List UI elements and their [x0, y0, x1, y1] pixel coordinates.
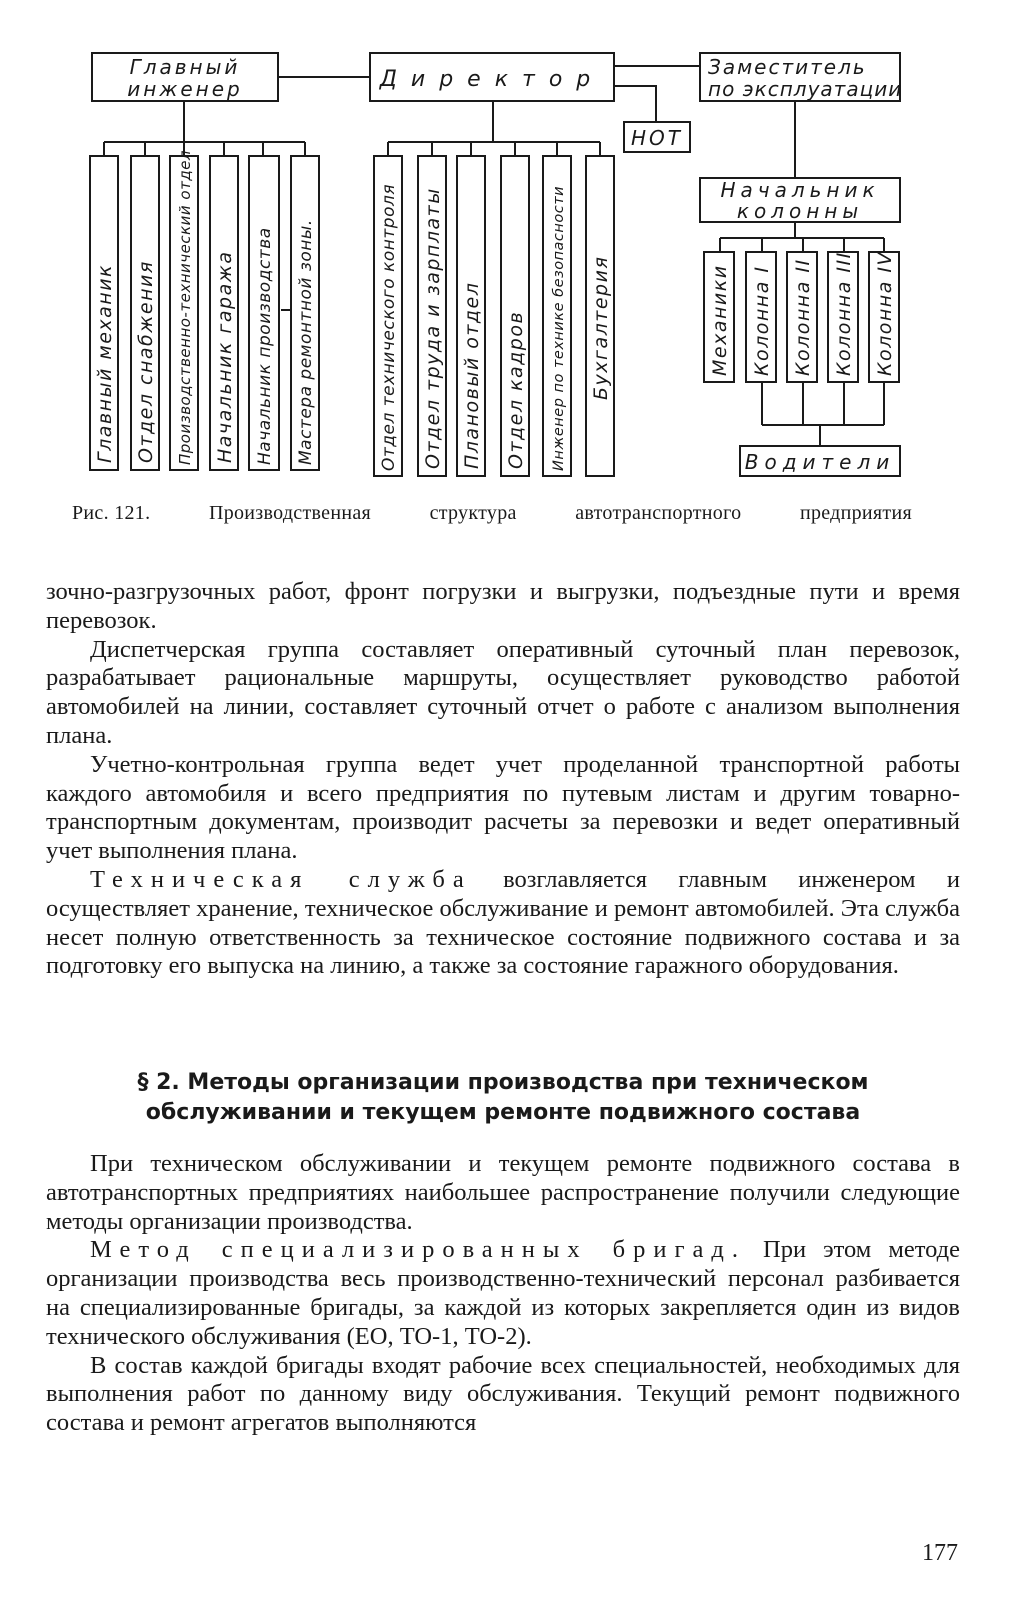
- column-head-box: [700, 178, 900, 223]
- director-label: Директор: [379, 67, 605, 92]
- svg-text:Отдел труда и зарплаты: Отдел труда и зарплаты: [422, 187, 444, 469]
- org-structure-diagram: [0, 0, 1012, 500]
- unit-technical-control: [374, 156, 402, 476]
- svg-text:Инженер по технике безопасност: Инженер по технике безопасности: [551, 185, 567, 471]
- body-text-1: [46, 578, 960, 981]
- unit-safety-engineer: [543, 156, 571, 476]
- unit-column-4: [869, 250, 899, 382]
- chief-engineer-line2: инженер: [127, 77, 243, 101]
- unit-hr-dept: [501, 156, 529, 476]
- paragraph-dispatch: Диспетчерская группа составляет оперативный суточный план перевозок, разрабатывает рациональные маршруты, осуществляет руководство работой автомобилей на линии, составляет суточный отчет о работе с анализом выполнения плана.: [46, 635, 960, 749]
- paragraph-continuation: зочно-разгрузочных работ, фронт погрузки и выгрузки, подъездные пути и время перевозок.: [46, 578, 960, 634]
- caption-fig: Рис. 121.: [72, 502, 151, 524]
- not-box: [624, 122, 690, 152]
- svg-text:Колонна III: Колонна III: [833, 251, 855, 376]
- deputy-line2: по эксплуатации: [708, 77, 903, 101]
- not-label: НОТ: [631, 126, 683, 150]
- spaced-term-specialized-brigades: Метод специализированных бригад.: [90, 1236, 746, 1264]
- caption-word-1: Производственная: [208, 502, 372, 524]
- deputy-box: [700, 53, 902, 101]
- paragraph-accounting-control: Учетно-контрольная группа ведет учет проделанной транспортной работы каждого автомобиля и всего предприятия по путевым листам и другим товарно-транспортным документам, производит расчеты за перевозки и ведет оперативный учет выполнения плана.: [46, 750, 960, 865]
- unit-repair-zone-masters: [291, 156, 319, 470]
- chief-engineer-box: [92, 53, 278, 101]
- column-head-line1: Начальник: [720, 178, 880, 202]
- paragraph-technical-service: Техническая служба возглавляется главным инженером и осуществляет хранение, техническое обслуживание и ремонт автомобилей. Эта служба несет полную ответственность за техническое состояние подвижного состава и за подготовку его выпуска на линию, а также за состояние гаражного оборудования.: [46, 865, 960, 980]
- director-units: [374, 156, 614, 476]
- unit-supply-dept: [131, 156, 159, 470]
- spaced-term-technical-service: Техническая служба: [90, 865, 472, 893]
- drivers-box: [740, 446, 900, 476]
- unit-accounting: [586, 156, 614, 476]
- paragraph-specialized-brigades: Метод специализированных бригад. При этом методе организации производства весь производственно-технический персонал разбивается на специализированные бригады, за каждой из которых закрепляется один из видов технического обслуживания (ЕО, ТО-1, ТО-2).: [46, 1236, 960, 1350]
- unit-planning-dept: [457, 156, 485, 476]
- section-heading-line1: § 2. Методы организации производства при техническом: [137, 1070, 869, 1095]
- director-box: [370, 53, 614, 101]
- unit-chief-mechanic: [90, 156, 118, 470]
- svg-text:Начальник гаража: Начальник гаража: [214, 250, 236, 463]
- unit-production-tech-dept: [170, 150, 198, 470]
- unit-mechanics: [704, 252, 734, 382]
- figure-caption: [72, 502, 912, 525]
- section-heading: [46, 1068, 960, 1128]
- caption-word-3: автотранспортного: [575, 502, 742, 524]
- paragraph-methods-intro: При техническом обслуживании и текущем ремонте подвижного состава в автотранспортных предприятиях наибольшее распространение получили следующие методы организации производства.: [46, 1150, 960, 1235]
- unit-labor-wages: [418, 156, 446, 476]
- caption-word-4: предприятия: [799, 502, 912, 524]
- svg-text:Начальник производства: Начальник производства: [255, 227, 275, 465]
- unit-column-3: [828, 251, 858, 382]
- body-text-2: [46, 1150, 960, 1438]
- svg-text:Механики: Механики: [709, 264, 731, 376]
- svg-text:Колонна II: Колонна II: [792, 258, 814, 376]
- svg-text:Главный механик: Главный механик: [94, 263, 116, 463]
- svg-text:Мастера ремонтной зоны.: Мастера ремонтной зоны.: [296, 219, 316, 465]
- column-units: [704, 250, 899, 382]
- caption-word-2: структура: [429, 502, 517, 524]
- svg-text:Отдел технического контроля: Отдел технического контроля: [379, 183, 399, 471]
- deputy-line1: Заместитель: [708, 55, 867, 79]
- drivers-label: Водители: [744, 450, 896, 474]
- svg-text:Отдел снабжения: Отдел снабжения: [135, 260, 157, 463]
- svg-text:Колонна IV: Колонна IV: [874, 250, 896, 376]
- chief-engineer-line1: Главный: [129, 55, 241, 79]
- unit-production-head: [249, 156, 279, 470]
- section-heading-line2: обслуживании и текущем ремонте подвижного состава: [145, 1100, 861, 1125]
- unit-column-1: [746, 252, 776, 382]
- svg-text:Колонна I: Колонна I: [751, 265, 773, 376]
- page-number: 177: [922, 1540, 958, 1566]
- svg-text:Плановый отдел: Плановый отдел: [461, 281, 483, 469]
- paragraph-brigade-composition: В состав каждой бригады входят рабочие всех специальностей, необходимых для выполнения работ по данному виду обслуживания. Текущий ремонт подвижного состава и ремонт агрегатов выполняются: [46, 1351, 960, 1437]
- unit-garage-head: [210, 156, 238, 470]
- svg-text:Отдел кадров: Отдел кадров: [505, 310, 527, 469]
- column-head-line2: колонны: [736, 199, 864, 223]
- svg-text:Производственно-технический от: Производственно-технический отдел: [176, 149, 194, 465]
- unit-column-2: [787, 252, 817, 382]
- svg-text:Бухгалтерия: Бухгалтерия: [590, 255, 612, 400]
